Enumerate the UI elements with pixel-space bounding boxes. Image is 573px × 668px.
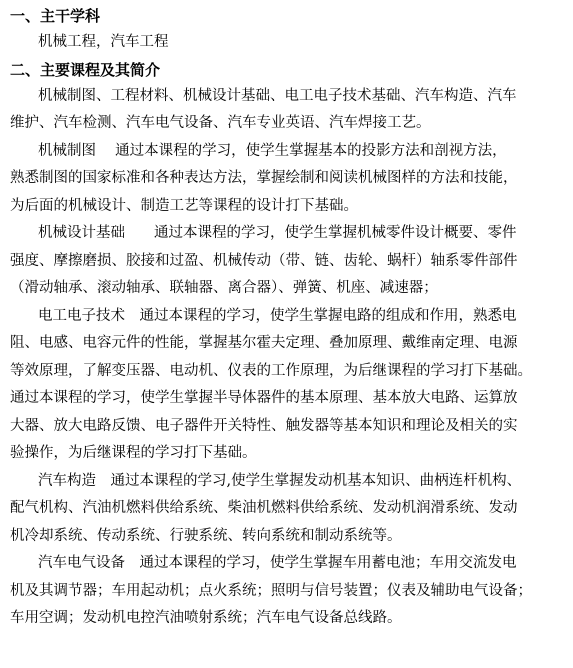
section-heading: 一、主干学科 — [10, 7, 101, 25]
text-line: 大器、放大电路反馈、电子器件开关特性、触发器等基本知识和理论及相关的实 — [10, 417, 518, 434]
text-line: 车用空调；发动机电控汽油喷射系统；汽车电气设备总线路。 — [10, 610, 402, 626]
text-line: 配气机构、汽油机燃料供给系统、柴油机燃料供给系统、发动机润滑系统、发动 — [10, 500, 518, 516]
text-line: 熟悉制图的国家标准和各种表达方法，掌握绘制和阅读机械图样的方法和技能， — [10, 170, 518, 186]
text-line: 电工电子技术 通过本课程的学习，使学生掌握电路的组成和作用，熟悉电 — [38, 307, 517, 324]
text-line: 机械制图 通过本课程的学习，使学生掌握基本的投影方法和剖视方法， — [38, 142, 507, 159]
text-line: 阻、电感、电容元件的性能，掌握基尔霍夫定理、叠加原理、戴维南定理、电源 — [10, 335, 518, 351]
text-line: 汽车电气设备 通过本课程的学习，使学生掌握车用蓄电池；车用交流发电 — [38, 555, 517, 571]
text-line: 强度、摩擦磨损、胶接和过盈、机械传动（带、链、齿轮、蜗杆）轴系零件部件 — [10, 252, 518, 269]
paragraph — [10, 83, 569, 138]
paragraph — [10, 550, 569, 633]
text-line: 等效原理，了解变压器、电动机、仪表的工作原理，为后继课程的学习打下基础。 — [10, 362, 532, 379]
text-line: 机及其调节器；车用起动机；点火系统；照明与信号装置；仪表及辅助电气设备； — [10, 582, 532, 599]
text-line: 机械工程，汽车工程 — [38, 34, 169, 50]
section-heading: 二、主要课程及其简介 — [10, 60, 161, 79]
paragraph — [10, 468, 569, 551]
text-line: 验操作，为后继课程的学习打下基础。 — [10, 445, 257, 461]
text-line: 通过本课程的学习，使学生掌握半导体器件的基本原理、基本放大电路、运算放 — [10, 390, 518, 406]
text-line: 汽车构造 通过本课程的学习,使学生掌握发动机基本知识、曲柄连杆机构、 — [38, 472, 522, 489]
text-line: 为后面的机械设计、制造工艺等课程的设计打下基础。 — [10, 197, 358, 214]
paragraph — [10, 29, 569, 57]
paragraph — [10, 138, 569, 221]
paragraph — [10, 220, 569, 303]
text-line: 维护、汽车检测、汽车电气设备、汽车专业英语、汽车焊接工艺。 — [10, 115, 431, 131]
text-line: 机冷却系统、传动系统、行驶系统、转向系统和制动系统等。 — [10, 527, 402, 544]
paragraph — [10, 303, 569, 468]
text-line: 机械设计基础 通过本课程的学习，使学生掌握机械零件设计概要、零件 — [38, 225, 517, 241]
text-line: 机械制图、工程材料、机械设计基础、电工电子技术基础、汽车构造、汽车 — [38, 87, 517, 104]
text-line: （滑动轴承、滚动轴承、联轴器、离合器）、弹簧、机座、减速器； — [10, 280, 438, 296]
